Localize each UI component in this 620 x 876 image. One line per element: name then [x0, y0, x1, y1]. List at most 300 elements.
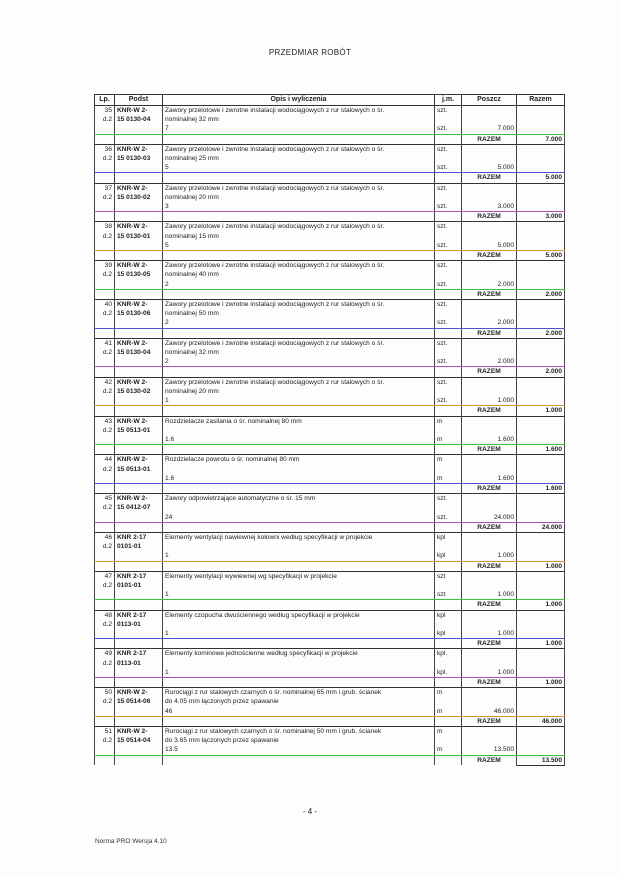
unit: szt.	[435, 124, 462, 134]
razem-row	[95, 483, 565, 493]
cell-empty	[115, 396, 163, 406]
partial-quantity: 2.000	[462, 280, 517, 290]
section-ref: d.2	[95, 193, 115, 202]
total-quantity: 1.000	[517, 406, 565, 416]
cell-empty	[115, 445, 163, 455]
cell-empty	[95, 629, 115, 639]
cell-empty	[435, 367, 462, 377]
cell-empty	[462, 736, 517, 745]
item-number: 49	[95, 649, 115, 659]
cell-empty	[95, 241, 115, 251]
table-row	[95, 455, 565, 465]
cell-empty	[435, 212, 462, 222]
razem-label: RAZEM	[462, 677, 517, 687]
norm-code-line2: 15 0513-01	[115, 426, 163, 435]
cell-empty	[95, 289, 115, 299]
item-number: 35	[95, 106, 115, 116]
table-row	[95, 202, 565, 212]
description-line2	[163, 659, 435, 668]
unit: m	[435, 435, 462, 445]
cell-empty	[115, 241, 163, 251]
razem-row	[95, 251, 565, 261]
cell-empty	[95, 202, 115, 212]
cell-empty	[163, 522, 435, 532]
table-row	[95, 532, 565, 542]
cell-empty	[462, 465, 517, 474]
cell-empty	[517, 455, 565, 465]
cell-empty	[163, 328, 435, 338]
cell-empty	[95, 367, 115, 377]
table-row	[95, 465, 565, 474]
col-header-lp: Lp.	[95, 95, 115, 106]
cell-empty	[435, 445, 462, 455]
item-number: 41	[95, 338, 115, 348]
cell-empty	[462, 581, 517, 590]
description-line2: nominalnej 32 mm	[163, 348, 435, 357]
unit: m	[435, 727, 462, 737]
cell-empty	[517, 513, 565, 523]
footer-version: Norma PRO Wersja 4.10	[95, 838, 167, 845]
description-line2: nominalnej 20 mm	[163, 193, 435, 202]
unit: szt.	[435, 357, 462, 367]
razem-row	[95, 212, 565, 222]
unit: szt.	[435, 513, 462, 523]
quantity-formula: 24	[163, 513, 435, 523]
cell-empty	[95, 483, 115, 493]
page-number: - 4 -	[302, 807, 318, 816]
table-row	[95, 426, 565, 435]
cell-empty	[95, 124, 115, 134]
cell-empty	[462, 620, 517, 629]
cell-empty	[517, 124, 565, 134]
description-line2: nominalnej 32 mm	[163, 115, 435, 124]
cell-empty	[163, 212, 435, 222]
cell-empty	[115, 280, 163, 290]
razem-row	[95, 561, 565, 571]
cell-empty	[115, 551, 163, 561]
item-number: 40	[95, 300, 115, 310]
description-line1: Elementy wentylacji wywiewnej wg specyfikacji w projekcie	[163, 571, 435, 581]
cell-empty	[163, 677, 435, 687]
total-quantity: 1.000	[517, 600, 565, 610]
cell-empty	[435, 251, 462, 261]
description-line1: Rozdzielacze zasilania o śr. nominalnej 80 mm	[163, 416, 435, 426]
quantity-formula: 3	[163, 202, 435, 212]
table-row	[95, 115, 565, 124]
norm-code-line1: KNR-W 2-	[115, 261, 163, 271]
cell-empty	[517, 318, 565, 328]
norm-code-line1: KNR-W 2-	[115, 416, 163, 426]
cell-empty	[95, 551, 115, 561]
cell-empty	[435, 173, 462, 183]
cell-empty	[115, 212, 163, 222]
table-row	[95, 435, 565, 445]
section-ref: d.2	[95, 581, 115, 590]
cell-empty	[517, 697, 565, 706]
partial-quantity: 2.000	[462, 318, 517, 328]
norm-code-line2: 15 0130-01	[115, 232, 163, 241]
section-ref: d.2	[95, 115, 115, 124]
table-row	[95, 396, 565, 406]
cell-empty	[163, 173, 435, 183]
partial-quantity: 5.000	[462, 163, 517, 173]
cell-empty	[517, 261, 565, 271]
total-quantity: 1.000	[517, 677, 565, 687]
cell-empty	[462, 183, 517, 193]
quantity-formula: 2	[163, 280, 435, 290]
description-line2: nominalnej 40 mm	[163, 270, 435, 279]
table-row	[95, 590, 565, 600]
norm-code-line1: KNR-W 2-	[115, 106, 163, 116]
table-row	[95, 387, 565, 396]
cell-empty	[517, 338, 565, 348]
cell-empty	[95, 600, 115, 610]
razem-label: RAZEM	[462, 251, 517, 261]
total-quantity: 24.000	[517, 522, 565, 532]
table-row	[95, 106, 565, 116]
unit: szt.	[435, 494, 462, 504]
cell-empty	[115, 668, 163, 678]
cell-empty	[462, 309, 517, 318]
razem-label: RAZEM	[462, 367, 517, 377]
cell-empty	[435, 620, 462, 629]
section-ref: d.2	[95, 154, 115, 163]
cell-empty	[517, 688, 565, 698]
cell-empty	[462, 193, 517, 202]
table-row	[95, 348, 565, 357]
cell-empty	[115, 202, 163, 212]
unit: szt	[435, 590, 462, 600]
cell-empty	[95, 435, 115, 445]
cell-empty	[435, 716, 462, 726]
partial-quantity: 1.600	[462, 474, 517, 484]
razem-label: RAZEM	[462, 483, 517, 493]
unit: szt	[435, 571, 462, 581]
col-header-opis: Opis i wyliczenia	[163, 95, 435, 106]
item-number: 50	[95, 688, 115, 698]
table-row	[95, 241, 565, 251]
unit: m	[435, 416, 462, 426]
cell-empty	[462, 542, 517, 551]
table-row	[95, 707, 565, 717]
cell-empty	[517, 542, 565, 551]
description-line2: nominalnej 15 mm	[163, 232, 435, 241]
cell-empty	[435, 639, 462, 649]
table-row	[95, 697, 565, 706]
description-line1: Rurociągi z rur stalowych czarnych o śr. nominalnej 65 mm i grub. ścianek	[163, 688, 435, 698]
section-ref: d.2	[95, 270, 115, 279]
cell-empty	[95, 357, 115, 367]
unit: szt.	[435, 183, 462, 193]
razem-row	[95, 289, 565, 299]
table-row	[95, 736, 565, 745]
table-row	[95, 629, 565, 639]
partial-quantity: 1.000	[462, 590, 517, 600]
table-row	[95, 542, 565, 551]
cell-empty	[435, 483, 462, 493]
cell-empty	[115, 716, 163, 726]
partial-quantity: 1.000	[462, 396, 517, 406]
table-row	[95, 416, 565, 426]
cell-empty	[435, 328, 462, 338]
norm-code-line1: KNR-W 2-	[115, 338, 163, 348]
cell-empty	[95, 590, 115, 600]
cell-empty	[95, 251, 115, 261]
description-line1: Elementy wentylacji nawiewnej kołowni według specyfikacji w projekcie	[163, 532, 435, 542]
table-row	[95, 280, 565, 290]
description-line2: nominalnej 50 mm	[163, 309, 435, 318]
norm-code-line1: KNR 2-17	[115, 649, 163, 659]
cell-empty	[435, 581, 462, 590]
total-quantity: 1.600	[517, 445, 565, 455]
cell-empty	[163, 755, 435, 765]
cell-empty	[95, 445, 115, 455]
unit: szt.	[435, 261, 462, 271]
description-line1: Zawory przelotowe i zwrotne instalacji wodociągowych z rur stalowych o śr.	[163, 261, 435, 271]
description-line2: do 3.65 mm łączonych przez spawanie	[163, 736, 435, 745]
cell-empty	[517, 115, 565, 124]
quantity-formula: 1	[163, 590, 435, 600]
cell-empty	[95, 328, 115, 338]
section-ref: d.2	[95, 620, 115, 629]
cell-empty	[115, 707, 163, 717]
cell-empty	[435, 522, 462, 532]
unit: m	[435, 707, 462, 717]
section-ref: d.2	[95, 426, 115, 435]
table-header-row	[95, 95, 565, 106]
section-ref: d.2	[95, 542, 115, 551]
quantity-formula: 1	[163, 668, 435, 678]
table-row	[95, 474, 565, 484]
cell-empty	[115, 367, 163, 377]
total-quantity: 5.000	[517, 251, 565, 261]
cell-empty	[517, 474, 565, 484]
norm-code-line2: 15 0513-01	[115, 465, 163, 474]
total-quantity: 5.000	[517, 173, 565, 183]
cell-empty	[517, 154, 565, 163]
description-line2	[163, 426, 435, 435]
description-line1: Rozdzielacze powrotu o śr. nominalnej 80 mm	[163, 455, 435, 465]
table-row	[95, 649, 565, 659]
cell-empty	[462, 532, 517, 542]
cell-empty	[435, 193, 462, 202]
cell-empty	[462, 494, 517, 504]
description-line2: nominalnej 20 mm	[163, 387, 435, 396]
cell-empty	[462, 416, 517, 426]
cell-empty	[517, 232, 565, 241]
total-quantity: 1.000	[517, 561, 565, 571]
cell-empty	[517, 426, 565, 435]
unit: kpl.	[435, 649, 462, 659]
description-line1: Zawory przelotowe i zwrotne instalacji wodociągowych z rur stalowych o śr.	[163, 106, 435, 116]
norm-code-line1: KNR-W 2-	[115, 688, 163, 698]
norm-code-line2: 15 0130-02	[115, 193, 163, 202]
cell-empty	[517, 610, 565, 620]
cell-empty	[435, 697, 462, 706]
cell-empty	[115, 590, 163, 600]
razem-row	[95, 328, 565, 338]
unit: szt.	[435, 280, 462, 290]
cell-empty	[435, 755, 462, 765]
cell-empty	[517, 494, 565, 504]
quantity-formula: 13.5	[163, 745, 435, 755]
cell-empty	[462, 387, 517, 396]
cell-empty	[517, 348, 565, 357]
razem-row	[95, 755, 565, 765]
table-row	[95, 620, 565, 629]
norm-code-line2: 15 0514-04	[115, 736, 163, 745]
description-line2	[163, 620, 435, 629]
cell-empty	[115, 328, 163, 338]
razem-row	[95, 716, 565, 726]
table-row	[95, 193, 565, 202]
cell-empty	[517, 668, 565, 678]
total-quantity: 7.000	[517, 134, 565, 144]
description-line1: Zawory przelotowe i zwrotne instalacji wodociągowych z rur stalowych o śr.	[163, 300, 435, 310]
description-line2: do 4.05 mm łączonych przez spawanie	[163, 697, 435, 706]
cell-empty	[435, 115, 462, 124]
item-number: 48	[95, 610, 115, 620]
cell-empty	[517, 144, 565, 154]
cell-empty	[517, 581, 565, 590]
total-quantity: 46.000	[517, 716, 565, 726]
cell-empty	[517, 377, 565, 387]
norm-code-line1: KNR 2-17	[115, 532, 163, 542]
norm-code-line1: KNR-W 2-	[115, 183, 163, 193]
cell-empty	[517, 300, 565, 310]
total-quantity: 2.000	[517, 328, 565, 338]
item-number: 42	[95, 377, 115, 387]
cell-empty	[163, 561, 435, 571]
cell-empty	[435, 232, 462, 241]
cell-empty	[115, 755, 163, 765]
norm-code-line1: KNR-W 2-	[115, 727, 163, 737]
cell-empty	[163, 716, 435, 726]
razem-row	[95, 134, 565, 144]
cell-empty	[517, 532, 565, 542]
norm-code-line1: KNR-W 2-	[115, 494, 163, 504]
description-line1: Elementy czopucha dwuściennego według specyfikacji w projekcie	[163, 610, 435, 620]
description-line1: Zawory przelotowe i zwrotne instalacji wodociągowych z rur stalowych o śr.	[163, 144, 435, 154]
table-row	[95, 309, 565, 318]
description-line2	[163, 581, 435, 590]
partial-quantity: 1.000	[462, 629, 517, 639]
razem-label: RAZEM	[462, 561, 517, 571]
cell-empty	[462, 503, 517, 512]
section-ref: d.2	[95, 697, 115, 706]
cell-empty	[462, 106, 517, 116]
cell-empty	[517, 659, 565, 668]
cell-empty	[517, 736, 565, 745]
unit: szt.	[435, 202, 462, 212]
quantity-formula: 1	[163, 629, 435, 639]
table-row	[95, 571, 565, 581]
cell-empty	[517, 309, 565, 318]
cell-empty	[163, 289, 435, 299]
table-row	[95, 144, 565, 154]
unit: kpl.	[435, 668, 462, 678]
razem-label: RAZEM	[462, 445, 517, 455]
razem-label: RAZEM	[462, 289, 517, 299]
partial-quantity: 24.000	[462, 513, 517, 523]
description-line2	[163, 542, 435, 551]
cell-empty	[95, 677, 115, 687]
table-row	[95, 338, 565, 348]
table-row	[95, 270, 565, 279]
cell-empty	[462, 338, 517, 348]
cell-empty	[462, 300, 517, 310]
unit: m	[435, 474, 462, 484]
cell-empty	[435, 134, 462, 144]
razem-label: RAZEM	[462, 755, 517, 765]
cell-empty	[462, 455, 517, 465]
cell-empty	[462, 426, 517, 435]
norm-code-line2: 15 0130-03	[115, 154, 163, 163]
razem-label: RAZEM	[462, 134, 517, 144]
cell-empty	[517, 551, 565, 561]
cell-empty	[95, 639, 115, 649]
norm-code-line1: KNR-W 2-	[115, 144, 163, 154]
cell-empty	[115, 318, 163, 328]
description-line1: Zawory przelotowe i zwrotne instalacji wodociągowych z rur stalowych o śr.	[163, 222, 435, 232]
unit: szt.	[435, 106, 462, 116]
cell-empty	[115, 251, 163, 261]
cell-empty	[115, 639, 163, 649]
unit: szt.	[435, 241, 462, 251]
cell-empty	[95, 716, 115, 726]
table-row	[95, 124, 565, 134]
cell-empty	[517, 649, 565, 659]
partial-quantity: 5.000	[462, 241, 517, 251]
table-row	[95, 222, 565, 232]
cell-empty	[115, 173, 163, 183]
cell-empty	[95, 755, 115, 765]
partial-quantity: 1.000	[462, 551, 517, 561]
cell-empty	[115, 561, 163, 571]
section-ref: d.2	[95, 503, 115, 512]
cell-empty	[517, 727, 565, 737]
razem-row	[95, 367, 565, 377]
page-title: PRZEDMIAR ROBÓT	[268, 48, 352, 57]
col-header-podst: Podst	[115, 95, 163, 106]
norm-code-line2: 15 0130-06	[115, 309, 163, 318]
description-line2	[163, 465, 435, 474]
cell-empty	[517, 590, 565, 600]
cell-empty	[163, 134, 435, 144]
table-row	[95, 727, 565, 737]
cell-empty	[517, 629, 565, 639]
unit: szt.	[435, 144, 462, 154]
item-number: 45	[95, 494, 115, 504]
cell-empty	[435, 348, 462, 357]
cell-empty	[462, 697, 517, 706]
unit: kpl	[435, 551, 462, 561]
razem-label: RAZEM	[462, 406, 517, 416]
norm-code-line1: KNR-W 2-	[115, 300, 163, 310]
razem-row	[95, 677, 565, 687]
razem-row	[95, 406, 565, 416]
quantity-formula: 1.6	[163, 474, 435, 484]
cell-empty	[435, 503, 462, 512]
cell-empty	[517, 270, 565, 279]
cell-empty	[517, 241, 565, 251]
norm-code-line2: 15 0412-07	[115, 503, 163, 512]
section-ref: d.2	[95, 465, 115, 474]
item-number: 43	[95, 416, 115, 426]
section-ref: d.2	[95, 348, 115, 357]
col-header-poszcz: Poszcz	[462, 95, 517, 106]
cell-empty	[517, 571, 565, 581]
